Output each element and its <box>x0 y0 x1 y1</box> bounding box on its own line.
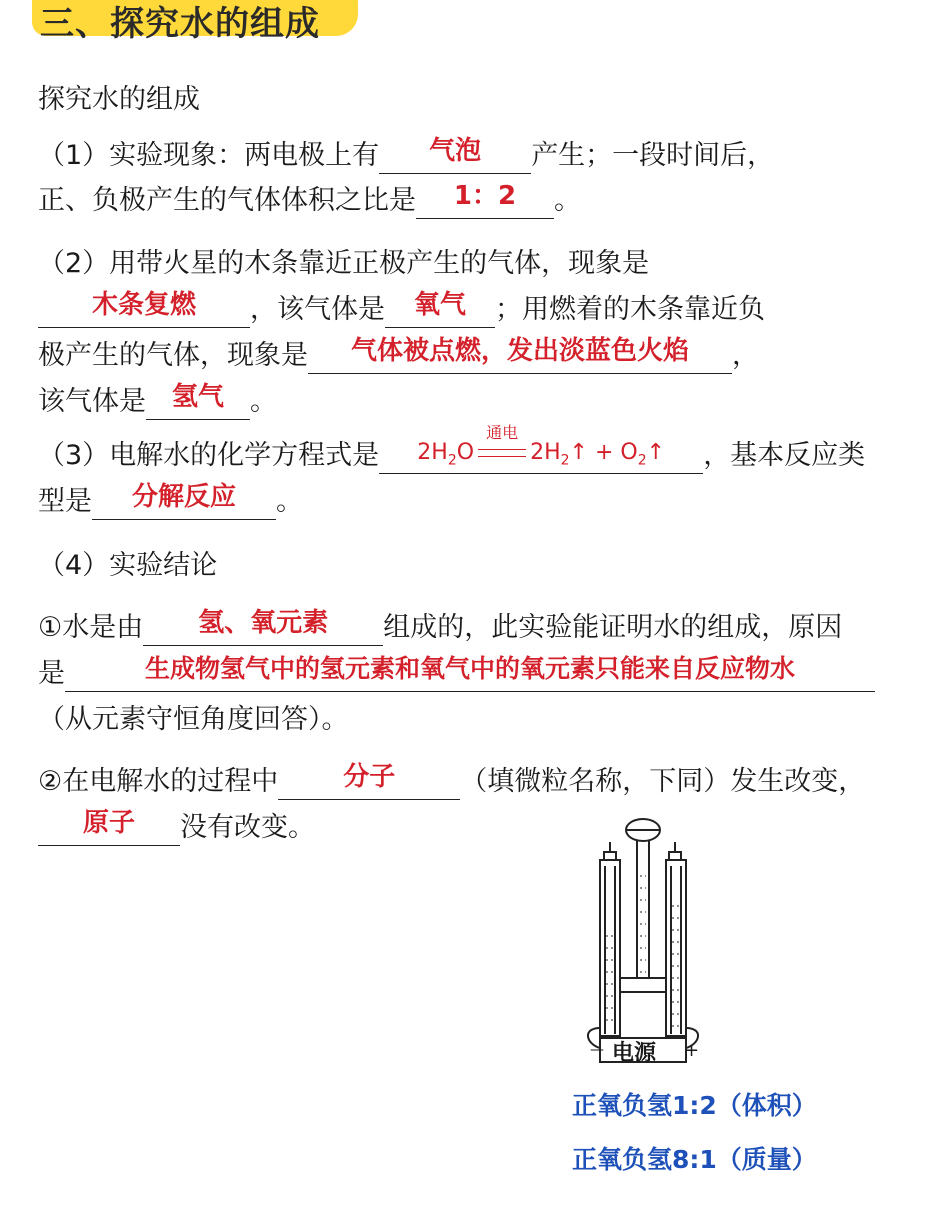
c2-blank1 <box>278 762 460 800</box>
c2-blank2 <box>38 808 180 846</box>
q2-line3 <box>38 338 759 374</box>
right-tube <box>666 860 686 1036</box>
q4-heading <box>38 548 217 584</box>
q2-answer4: 氢气 <box>171 382 224 412</box>
q3-blank1 <box>379 423 703 474</box>
q2-answer2: 氧气 <box>413 290 466 320</box>
left-tube <box>600 860 620 1036</box>
c1-text2: 组成的，此实验能证明水的组成，原因 <box>383 612 843 643</box>
q1-line1 <box>38 138 774 174</box>
eq-sub3: 2 <box>637 452 647 469</box>
plus-sign: + <box>684 1040 700 1061</box>
c1-line2 <box>38 656 875 692</box>
center-tube <box>637 840 649 978</box>
note-volume: 正氧负氢1:2（体积） <box>572 1091 817 1120</box>
c1-blank1 <box>143 608 383 646</box>
c1-answer1: 氢、氧元素 <box>198 608 329 638</box>
c1-line1 <box>38 610 842 646</box>
q3-text4: 。 <box>276 486 303 517</box>
q2-text: （2）用带火星的木条靠近正极产生的气体，现象是 <box>38 248 650 279</box>
q2-text2: ，该气体是 <box>250 294 385 325</box>
c1-answer2: 生成物氢气中的氢元素和氧气中的氧元素只能来自反应物水 <box>144 654 795 683</box>
c2-answer2: 原子 <box>82 808 135 838</box>
q3-text2: ，基本反应类 <box>703 440 866 471</box>
q1-text: （1）实验现象：两电极上有 <box>38 140 380 171</box>
eq-left: 2H <box>417 440 448 465</box>
subtitle <box>38 82 200 118</box>
q3-blank2 <box>92 482 276 520</box>
power-label: 电源 <box>612 1040 657 1066</box>
q3-line2 <box>38 484 303 520</box>
connector-tube <box>620 978 666 992</box>
eq-o: O <box>456 440 475 465</box>
q2-text7: 。 <box>250 386 277 417</box>
eq-condition-label: 通电 <box>486 423 519 442</box>
right-water <box>672 906 680 1026</box>
c1-text: ①水是由 <box>38 612 144 643</box>
eq-sub2: 2 <box>560 452 570 469</box>
electrolysis-apparatus <box>578 816 708 1066</box>
right-stopcock <box>669 842 681 860</box>
q3-answer: 分解反应 <box>131 482 236 512</box>
q3-line1 <box>38 423 866 474</box>
q2-answer1: 木条复燃 <box>91 290 196 320</box>
q1-answer2: 1：2 <box>453 181 517 211</box>
q1-text3: 正、负极产生的气体体积之比是 <box>38 185 416 216</box>
section-title: 三、探究水的组成 <box>40 4 320 44</box>
center-water <box>640 876 646 972</box>
q2-text5: ， <box>732 340 759 371</box>
eq-right: 2H <box>530 440 561 465</box>
right-tube-inner <box>671 866 681 1034</box>
c2-text3: 没有改变。 <box>180 812 315 843</box>
q2-text4: 极产生的气体，现象是 <box>38 340 308 371</box>
note-mass: 正氧负氢8:1（质量） <box>572 1145 817 1174</box>
q2-text6: 该气体是 <box>38 386 146 417</box>
c1-blank2 <box>65 654 875 692</box>
c2-line1 <box>38 764 865 800</box>
q2-blank4 <box>146 382 250 420</box>
minus-sign: — <box>590 1042 604 1058</box>
q1-text4: 。 <box>554 185 581 216</box>
q1-line2 <box>38 183 581 219</box>
left-stopcock <box>604 842 616 860</box>
q2-blank1 <box>38 290 250 328</box>
q2-answer3: 气体被点燃，发出淡蓝色火焰 <box>350 336 689 366</box>
left-water <box>606 936 614 1020</box>
q2-text3: ；用燃着的木条靠近负 <box>495 294 765 325</box>
subtitle-text: 探究水的组成 <box>38 84 200 115</box>
c1-text4: （从元素守恒角度回答）。 <box>38 704 349 735</box>
eq-mid: ↑ + O <box>569 440 638 465</box>
left-tube-inner <box>605 866 615 1034</box>
c1-text3: 是 <box>38 658 65 689</box>
eq-sub1: 2 <box>447 452 457 469</box>
eq-condition <box>478 423 526 471</box>
q2-line1 <box>38 246 649 282</box>
c2-text: ②在电解水的过程中 <box>38 766 279 797</box>
q2-line2 <box>38 292 765 328</box>
q1-answer1: 气泡 <box>429 136 482 166</box>
q4-text: （4）实验结论 <box>38 550 218 581</box>
q1-blank2 <box>416 181 554 219</box>
q2-line4 <box>38 384 277 420</box>
q3-text: （3）电解水的化学方程式是 <box>38 440 380 471</box>
q3-text3: 型是 <box>38 486 92 517</box>
c2-answer1: 分子 <box>343 762 396 792</box>
q2-blank2 <box>385 290 495 328</box>
q1-text2: 产生；一段时间后， <box>531 140 775 171</box>
c2-text2: （填微粒名称，下同）发生改变， <box>460 766 866 797</box>
q1-blank1 <box>379 136 531 174</box>
c2-line2 <box>38 810 315 846</box>
q2-blank3 <box>308 336 732 374</box>
equation <box>379 423 703 478</box>
eq-end: ↑ <box>646 440 666 465</box>
c1-line3 <box>38 702 349 738</box>
